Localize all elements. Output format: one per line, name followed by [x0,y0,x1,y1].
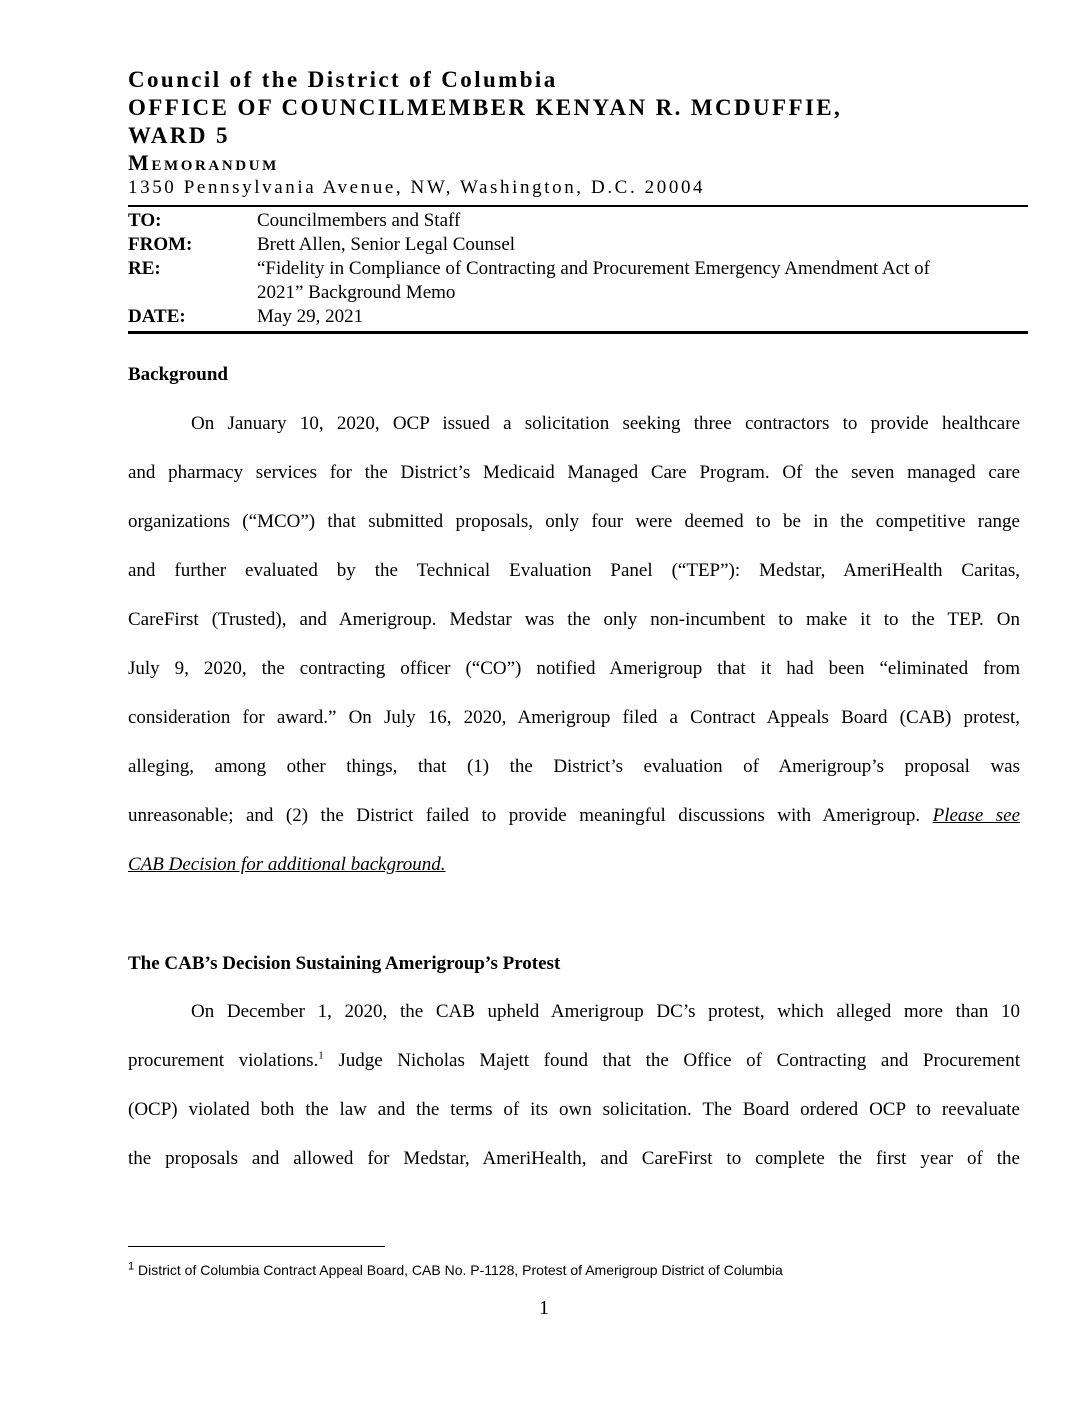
paragraph-line: On December 1, 2020, the CAB upheld Amerigroup DC’s protest, which alleged more than 10 [191,1001,1020,1022]
paragraph-line [128,1049,1020,1098]
cab-decision-link-continued[interactable]: CAB Decision for additional background. [128,854,446,875]
line-text: Judge Nicholas Majett found that the Office of Contracting and Procurement [323,1050,1020,1071]
paragraph-line: organizations (“MCO”) that submitted proposals, only four were deemed to be in the competitive range [128,511,1020,532]
letterhead [128,66,1028,200]
line-text: unreasonable; and (2) the District failed to provide meaningful discussions with Amerigroup. [128,805,921,826]
footnote-reference[interactable]: 1 [318,1049,324,1062]
re-row [128,257,1028,305]
to-value: Councilmembers and Staff [257,210,461,231]
background-heading: Background [128,364,228,385]
cab-decision-link[interactable]: Please see [932,805,1020,826]
date-label: DATE: [128,306,186,327]
re-value-line-1: “Fidelity in Compliance of Contracting and Procurement Emergency Amendment Act of [257,258,930,279]
footnote-divider [128,1246,385,1247]
ward-name: WARD 5 [128,123,230,148]
office-address: 1350 Pennsylvania Avenue, NW, Washington, D.C. 20004 [128,177,706,198]
memorandum-heading: Memorandum [128,150,279,175]
footnote-text: District of Columbia Contract Appeal Board, CAB No. P-1128, Protest of Amerigroup District of Columbia [134,1262,783,1278]
footnote [128,1261,783,1279]
to-label: TO: [128,210,162,231]
footnote-marker: 1 [128,1260,135,1273]
paragraph-line: and further evaluated by the Technical Evaluation Panel (“TEP”): Medstar, AmeriHealth Caritas, [128,560,1020,581]
paragraph-line: and pharmacy services for the District’s Medicaid Managed Care Program. Of the seven managed care [128,462,1020,483]
date-value: May 29, 2021 [257,306,364,327]
paragraph-line [128,853,1020,902]
decision-heading: The CAB’s Decision Sustaining Amerigroup’s Protest [128,953,561,974]
date-row [128,305,1028,329]
re-label: RE: [128,258,161,279]
line-text: procurement violations. [128,1050,319,1071]
paragraph-line: (OCP) violated both the law and the terms of its own solicitation. The Board ordered OCP to reevaluate [128,1099,1020,1120]
decision-paragraph [128,1000,1020,1196]
paragraph-line: CareFirst (Trusted), and Amerigroup. Medstar was the only non-incumbent to make it to the TEP. On [128,609,1020,630]
paragraph-line: the proposals and allowed for Medstar, AmeriHealth, and CareFirst to complete the first year of the [128,1148,1020,1169]
office-name: OFFICE OF COUNCILMEMBER KENYAN R. MCDUFFIE, [128,95,843,120]
memo-header-table [128,205,1028,334]
paragraph-line: consideration for award.” On July 16, 2020, Amerigroup filed a Contract Appeals Board (CAB) protest, [128,707,1020,728]
council-name: Council of the District of Columbia [128,67,558,92]
re-value-line-2: 2021” Background Memo [257,282,456,303]
paragraph-line: alleging, among other things, that (1) the District’s evaluation of Amerigroup’s proposal was [128,756,1020,777]
paragraph-line: July 9, 2020, the contracting officer (“CO”) notified Amerigroup that it had been “eliminated from [128,658,1020,679]
paragraph-line [128,804,1020,853]
page-number: 1 [539,1297,549,1319]
background-paragraph [128,412,1020,902]
from-value: Brett Allen, Senior Legal Counsel [257,234,516,255]
to-row [128,209,1028,233]
paragraph-line: On January 10, 2020, OCP issued a solicitation seeking three contractors to provide healthcare [191,413,1020,434]
from-row [128,233,1028,257]
from-label: FROM: [128,234,193,255]
re-value [257,257,1028,305]
